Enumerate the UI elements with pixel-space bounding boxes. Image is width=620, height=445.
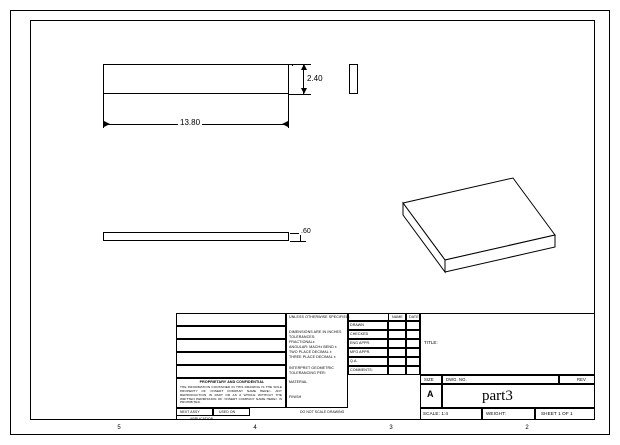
do-not-scale-note: DO NOT SCALE DRAWING — [300, 410, 345, 414]
front-view-rectangle — [103, 232, 289, 241]
interpret-note-2: TOLERANCING PER: — [289, 371, 326, 375]
approval-label-eng-appr: ENG APPR. — [350, 341, 371, 345]
finish-label: FINISH — [289, 395, 302, 399]
approval-row-name — [388, 330, 406, 339]
dim-note-4: ANGULAR: MACH± BEND ± — [289, 345, 337, 349]
approval-row-date — [406, 339, 420, 348]
interpret-note-1: INTERPRET GEOMETRIC — [289, 366, 334, 370]
side-view-rectangle — [349, 64, 358, 94]
proprietary-body: THE INFORMATION CONTAINED IN THIS DRAWING IS THE SOLE PROPERTY OF <INSERT COMPANY NAME HERE>. ANY REPRODUCTION IN PART OR AS A WHOLE WITHOUT THE WRITTEN PERMISSION OF <INSERT COMPANY NAME HERE> IS PROHIBITED. — [180, 385, 282, 405]
zone-label-4: 4 — [253, 425, 257, 431]
tb-cell — [176, 313, 286, 326]
application-label: APPLICATION — [190, 417, 214, 421]
dim-note-1: DIMENSIONS ARE IN INCHES — [289, 330, 342, 334]
zone-label-5: 5 — [117, 425, 121, 431]
size-label: SIZE — [424, 377, 434, 382]
ext-line-thk-bottom — [290, 241, 306, 242]
approval-row-date — [406, 366, 420, 375]
title-label: TITLE: — [424, 340, 438, 345]
approval-label-comments: COMMENTS: — [350, 368, 373, 372]
dimension-width: 2.40 — [307, 74, 323, 83]
tb-cell — [176, 339, 286, 352]
part-name: part3 — [482, 388, 513, 404]
zone-label-3: 3 — [389, 425, 393, 431]
approval-row-date — [406, 330, 420, 339]
top-view-rectangle — [103, 64, 289, 94]
dwg-no-label: DWG. NO. — [446, 377, 467, 382]
material-label: MATERIAL — [289, 380, 308, 384]
unless-specified-note: UNLESS OTHERWISE SPECIFIED: — [289, 315, 350, 319]
approval-label-mfg-appr: MFG APPR. — [350, 350, 371, 354]
proprietary-header: PROPRIETARY AND CONFIDENTIAL — [199, 380, 265, 384]
approval-row-name — [388, 321, 406, 330]
size-value: A — [427, 389, 434, 399]
approval-row-date — [406, 348, 420, 357]
notes-block — [286, 313, 348, 408]
approval-label-drawn: DRAWN — [350, 323, 364, 327]
part-name-cell — [442, 384, 595, 408]
date-col-label: DATE — [409, 315, 419, 319]
tb-cell — [176, 352, 286, 365]
dim-note-3: FRACTIONAL± — [289, 340, 315, 344]
tb-cell — [176, 365, 286, 378]
title-area — [420, 313, 595, 375]
approval-label-checked: CHECKED — [350, 332, 369, 336]
isometric-view — [395, 175, 560, 290]
sheet-label: SHEET 1 OF 1 — [541, 411, 573, 416]
approval-row-date — [406, 321, 420, 330]
weight-label: WEIGHT: — [486, 411, 506, 416]
tb-cell — [176, 326, 286, 339]
approval-row-name — [388, 366, 406, 375]
zone-label-2: 2 — [525, 425, 529, 431]
rev-label: REV — [577, 377, 586, 382]
dim-note-2: TOLERANCES: — [289, 335, 316, 339]
name-col-label: NAME — [392, 315, 403, 319]
scale-label: SCALE: 1:4 — [423, 411, 449, 416]
approval-row-date — [406, 357, 420, 366]
dim-note-6: THREE PLACE DECIMAL ± — [289, 355, 336, 359]
approval-row-name — [388, 339, 406, 348]
used-on-label: USED ON — [219, 410, 236, 414]
dimension-length: 13.80 — [180, 118, 201, 127]
approval-row-name — [388, 357, 406, 366]
dimension-thickness: .60 — [301, 228, 311, 235]
dim-note-5: TWO PLACE DECIMAL ± — [289, 350, 332, 354]
approval-label-qa: Q.A. — [350, 359, 358, 363]
next-assy-label: NEXT ASSY — [180, 410, 200, 414]
approval-row-name — [388, 348, 406, 357]
